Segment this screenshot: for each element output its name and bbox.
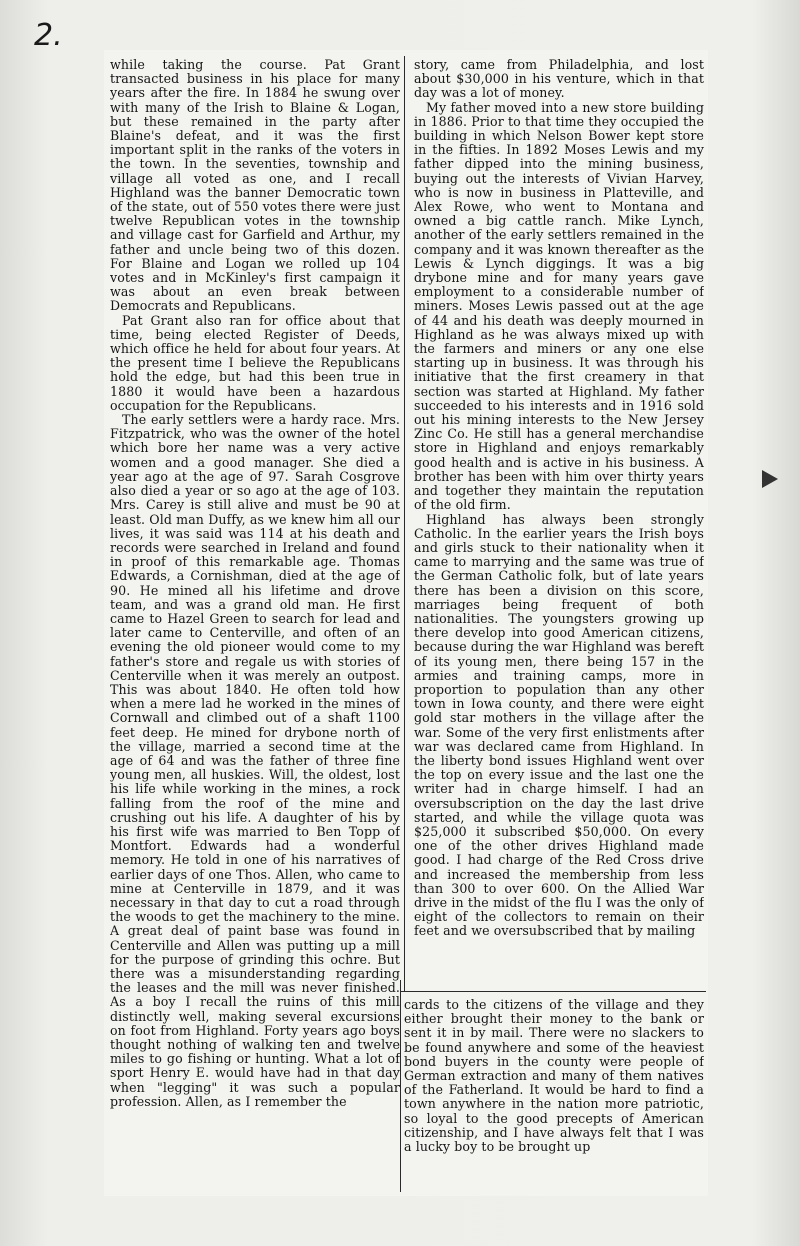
jump-divider <box>400 991 706 992</box>
right-column-bottom <box>404 998 704 1190</box>
right-column-top <box>414 58 704 990</box>
left-paragraph-1: while taking the course. Pat Grant transacted business in his place for many years after the fire. In 1884 he swung over with many of the Irish to Blaine & Logan, but these remained in the party after Blaine's defeat, and it was the first important split in the ranks of the voters in the town. In the seventies, township and village all voted as one, and I recall Highland was the banner Democratic town of the state, out of 550 votes there were just twelve Republican votes in the township and village cast for Garfield and Arthur, my father and uncle being two of this dozen. For Blaine and Logan we rolled up 104 votes and in McKinley's first campaign it was about an even break between Democrats and Republicans. <box>110 58 400 314</box>
right-paragraph-2: My father moved into a new store building in 1886. Prior to that time they occupied the building in which Nelson Bower kept store in the fifties. In 1892 Moses Lewis and my father dipped into the mining business, buying out the interests of Vivian Harvey, who is now in business in Platteville, and Alex Rowe, who went to Montana and owned a big cattle ranch. Mike Lynch, another of the early settlers remained in the company and it was known thereafter as the Lewis & Lynch diggings. It was a big drybone mine and for many years gave employment to a considerable number of miners. Moses Lewis passed out at the age of 44 and his death was deeply mourned in Highland as he was always mixed up with the farmers and miners or any one else starting up in business. It was through his initiative that the first creamery in that section was started at Highland. My father succeeded to his interests and in 1916 sold out his mining interests to the New Jersey Zinc Co. He still has a general merchandise store in Highland and enjoys remarkably good health and is active in his business. A brother has been with him over thirty years and together they maintain the reputation of the old firm. <box>414 99 704 513</box>
margin-arrow-mark <box>762 470 778 488</box>
newspaper-clipping <box>104 50 708 1196</box>
column-divider-lower <box>400 980 401 1192</box>
left-column <box>110 58 400 1190</box>
page-number: 2. <box>34 18 63 53</box>
left-paragraph-2: Pat Grant also ran for office about that time, being elected Register of Deeds, which office he held for about four years. At the present time I believe the Republicans hold the edge, but had this been true in 1880 it would have been a hazardous occupation for the Republicans. <box>110 312 400 413</box>
column-divider <box>404 56 405 992</box>
right-bottom-paragraph: cards to the citizens of the village and they either brought their money to the bank or sent it in by mail. There were no slackers to be found anywhere and some of the heaviest bond buyers in the county were people of German extraction and many of them natives of the Fatherland. It would be hard to find a town anywhere in the nation more patriotic, so loyal to the good precepts of American citizenship, and I have always felt that I was a lucky boy to be brought up <box>404 998 704 1155</box>
right-paragraph-1: story, came from Philadelphia, and lost about $30,000 in his venture, which in that day was a lot of money. <box>414 58 704 101</box>
left-paragraph-3: The early settlers were a hardy race. Mrs. Fitzpatrick, who was the owner of the hotel which bore her name was a very active women and a good manager. She died a year ago at the age of 97. Sarah Cosgrove also died a year or so ago at the age of 103. Mrs. Carey is still alive and must be 90 at least. Old man Duffy, as we knew him all our lives, it was said was 114 at his death and records were searched in Ireland and found in proof of this remarkable age. Thomas Edwards, a Cornishman, died at the age of 90. He mined all his lifetime and drove team, and was a grand old man. He first came to Hazel Green to search for lead and later came to Centerville, and often of an evening the old pioneer would come to my father's store and regale us with stories of Centerville when it was merely an outpost. This was about 1840. He often told how when a mere lad he worked in the mines of Cornwall and climbed out of a shaft 1100 feet deep. He mined for drybone north of the village, married a second time at the age of 64 and was the father of three fine young men, all huskies. Will, the oldest, lost his life while working in the mines, a rock falling from the roof of the mine and crushing out his life. A daughter of his by his first wife was married to Ben Topp of Montfort. Edwards had a wonderful memory. He told in one of his narratives of earlier days of one Thos. Allen, who came to mine at Centerville in 1879, and it was necessary in that day to cut a road through the woods to get the machinery to the mine. A great deal of paint base was found in Centerville and Allen was putting up a mill for the purpose of grinding this ochre. But there was a misunderstanding regarding the leases and the mill was never finished. As a boy I recall the ruins of this mill distinctly well, making several excursions on foot from Highland. Forty years ago boys thought nothing of walking ten and twelve miles to go fishing or hunting. What a lot of sport Henry E. would have had in that day when "legging" it was such a popular profession. Allen, as I remember the <box>110 412 400 1109</box>
right-paragraph-3: Highland has always been strongly Catholic. In the earlier years the Irish boys and girls stuck to their nationality when it came to marrying and the same was true of the German Catholic folk, but of late years there has been a division on this score, marriages being frequent of both nationalities. The youngsters growing up there develop into good American citizens, because during the war Highland was bereft of its young men, there being 157 in the armies and training camps, more in proportion to population than any other town in Iowa county, and there were eight gold star mothers in the village after the war. Some of the very first enlistments after war was declared came from Highland. In the liberty bond issues Highland went over the top on every issue and the last one the writer had in charge himself. I had an oversubscription on the day the last drive started, and while the village quota was $25,000 it subscribed $50,000. On every one of the other drives Highland made good. I had charge of the Red Cross drive and increased the membership from less than 300 to over 600. On the Allied War drive in the midst of the flu I was the only of eight of the collectors to remain on their feet and we oversubscribed that by mailing <box>414 511 704 939</box>
